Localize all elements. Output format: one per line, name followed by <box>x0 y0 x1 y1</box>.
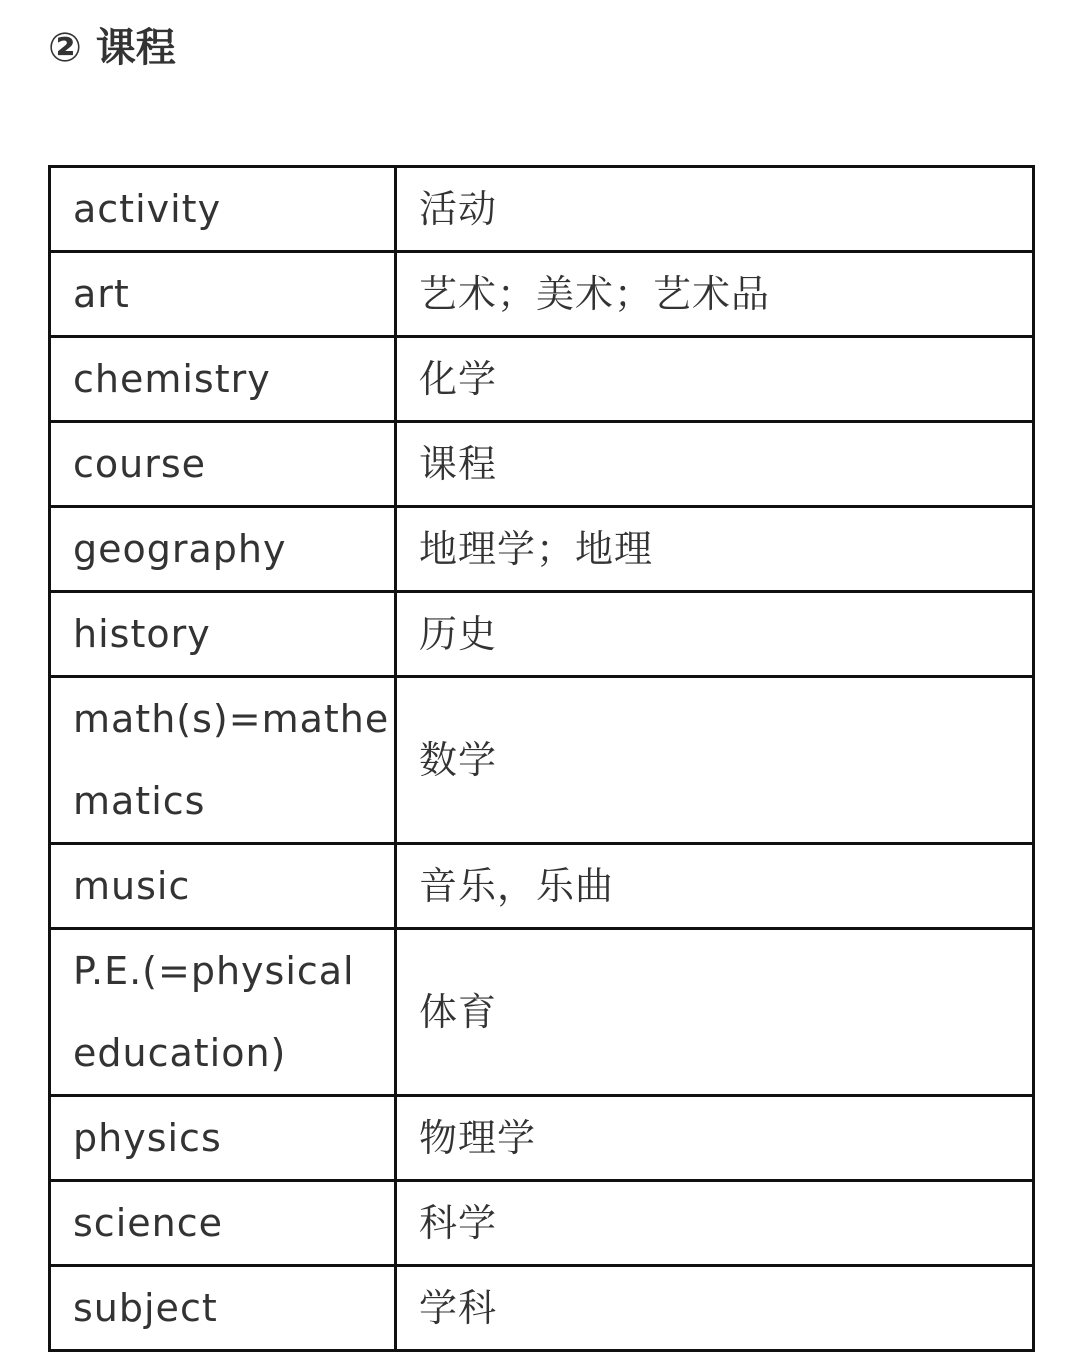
word-cell: music <box>50 844 396 929</box>
word-cell: art <box>50 252 396 337</box>
table-row <box>50 592 1034 677</box>
table-row <box>50 1266 1034 1351</box>
word-cell: activity <box>50 167 396 252</box>
table-row <box>50 1096 1034 1181</box>
section-heading: ② 课程 <box>48 25 176 71</box>
word-cell: physics <box>50 1096 396 1181</box>
meaning-cell: 音乐，乐曲 <box>396 844 1034 929</box>
meaning-cell: 地理学；地理 <box>396 507 1034 592</box>
table-row <box>50 422 1034 507</box>
table-row <box>50 844 1034 929</box>
word-cell: geography <box>50 507 396 592</box>
word-cell: P.E.(=physical education) <box>50 929 396 1096</box>
table-row <box>50 677 1034 844</box>
word-cell: science <box>50 1181 396 1266</box>
vocabulary-table <box>48 165 1035 1352</box>
word-cell: math(s)=mathematics <box>50 677 396 844</box>
meaning-cell: 体育 <box>396 929 1034 1096</box>
table-row <box>50 929 1034 1096</box>
meaning-cell: 化学 <box>396 337 1034 422</box>
word-cell: subject <box>50 1266 396 1351</box>
meaning-cell: 科学 <box>396 1181 1034 1266</box>
word-cell: history <box>50 592 396 677</box>
meaning-cell: 活动 <box>396 167 1034 252</box>
meaning-cell: 艺术；美术；艺术品 <box>396 252 1034 337</box>
meaning-cell: 历史 <box>396 592 1034 677</box>
table-row <box>50 337 1034 422</box>
table-row <box>50 167 1034 252</box>
table-row <box>50 1181 1034 1266</box>
meaning-cell: 课程 <box>396 422 1034 507</box>
word-cell: chemistry <box>50 337 396 422</box>
meaning-cell: 数学 <box>396 677 1034 844</box>
meaning-cell: 学科 <box>396 1266 1034 1351</box>
word-cell: course <box>50 422 396 507</box>
table-row <box>50 252 1034 337</box>
table-row <box>50 507 1034 592</box>
meaning-cell: 物理学 <box>396 1096 1034 1181</box>
